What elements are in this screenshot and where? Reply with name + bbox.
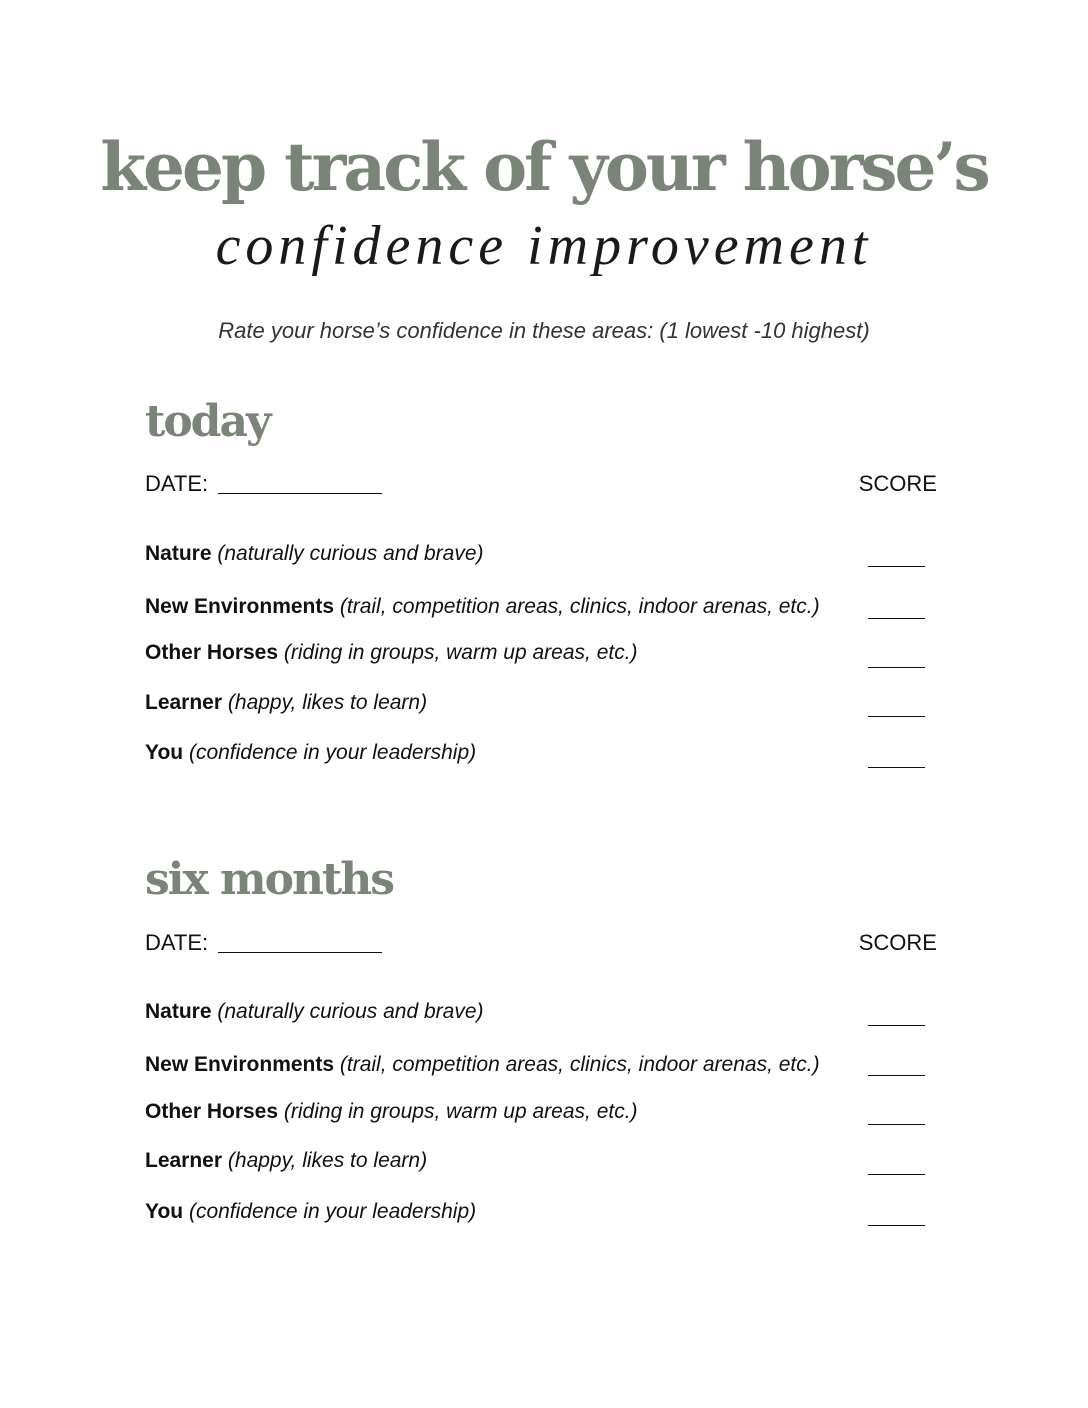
score-blank[interactable]	[868, 618, 925, 619]
section-heading-six-months: six months	[145, 854, 394, 905]
date-row-today	[145, 467, 937, 501]
item-name: Nature	[145, 1000, 212, 1023]
score-blank[interactable]	[868, 667, 925, 668]
item-description: (happy, likes to learn)	[227, 1149, 428, 1172]
score-blank[interactable]	[868, 1124, 925, 1125]
item-description: (happy, likes to learn)	[227, 691, 428, 714]
rating-item-nature	[145, 995, 925, 1029]
rating-item-other-horses	[145, 1095, 925, 1129]
rating-item-learner	[145, 1144, 925, 1178]
date-label: DATE:	[145, 930, 209, 955]
score-blank[interactable]	[868, 1025, 925, 1026]
item-description: (confidence in your leadership)	[188, 741, 477, 764]
script-subtitle: confidence improvement	[215, 215, 873, 277]
date-blank[interactable]	[218, 952, 382, 953]
score-blank[interactable]	[868, 716, 925, 717]
rating-item-new-environments	[145, 590, 925, 624]
score-blank[interactable]	[868, 1075, 925, 1076]
rating-item-nature	[145, 537, 925, 571]
date-label: DATE:	[145, 471, 209, 496]
date-row-six-months	[145, 926, 937, 960]
item-description: (naturally curious and brave)	[217, 542, 484, 565]
item-name: Learner	[145, 691, 223, 714]
item-description: (confidence in your leadership)	[188, 1200, 477, 1223]
score-blank[interactable]	[868, 566, 925, 567]
item-description: (riding in groups, warm up areas, etc.)	[283, 641, 638, 664]
rating-item-learner	[145, 686, 925, 720]
score-blank[interactable]	[868, 1174, 925, 1175]
score-label: SCORE	[858, 930, 937, 955]
score-blank[interactable]	[868, 767, 925, 768]
section-heading-today: today	[145, 396, 270, 447]
date-blank[interactable]	[218, 493, 382, 494]
item-name: New Environments	[145, 1053, 335, 1076]
page-title: keep track of your horse’s	[100, 128, 988, 206]
item-name: New Environments	[145, 595, 335, 618]
rating-instructions: Rate your horse’s confidence in these areas: (1 lowest -10 highest)	[218, 318, 870, 343]
item-name: Other Horses	[145, 641, 279, 664]
item-name: Learner	[145, 1149, 223, 1172]
item-name: Other Horses	[145, 1100, 279, 1123]
item-description: (trail, competition areas, clinics, indoor arenas, etc.)	[339, 1053, 820, 1076]
item-name: You	[145, 741, 184, 764]
rating-item-new-environments	[145, 1048, 925, 1082]
rating-item-other-horses	[145, 636, 925, 670]
item-description: (riding in groups, warm up areas, etc.)	[283, 1100, 638, 1123]
score-blank[interactable]	[868, 1225, 925, 1226]
rating-item-you	[145, 1195, 925, 1229]
item-name: You	[145, 1200, 184, 1223]
item-name: Nature	[145, 542, 212, 565]
rating-item-you	[145, 736, 925, 770]
score-label: SCORE	[858, 471, 937, 496]
item-description: (naturally curious and brave)	[217, 1000, 484, 1023]
item-description: (trail, competition areas, clinics, indoor arenas, etc.)	[339, 595, 820, 618]
